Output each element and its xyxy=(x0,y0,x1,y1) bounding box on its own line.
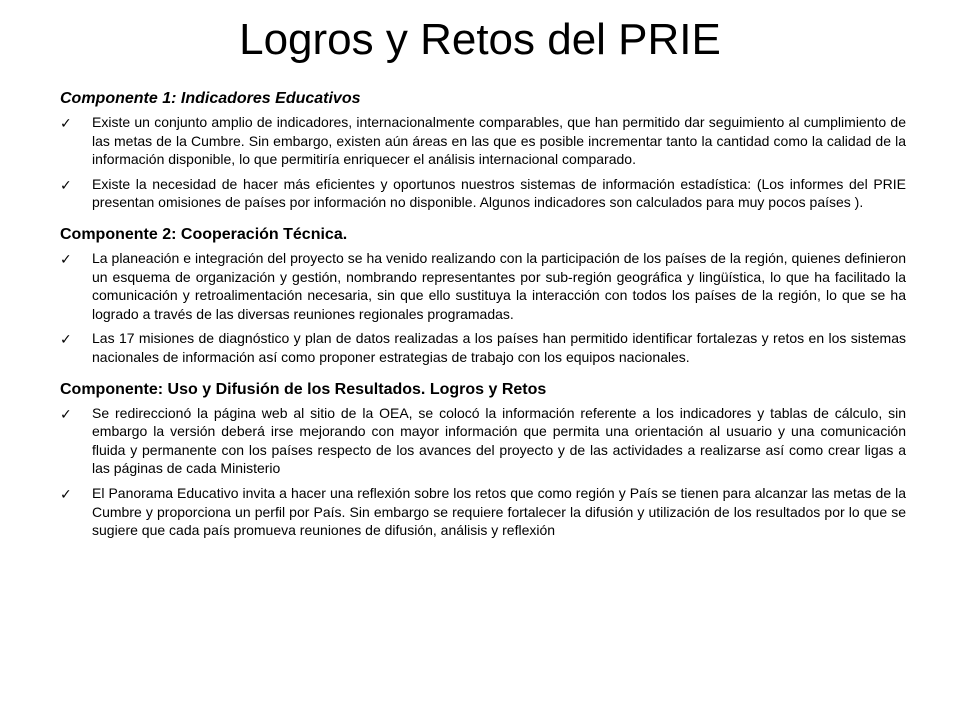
section-difusion xyxy=(60,379,906,540)
list-item xyxy=(60,484,906,540)
slide-content xyxy=(60,88,906,546)
list-item xyxy=(60,113,906,169)
section-indicadores xyxy=(60,88,906,212)
check-icon: ✓ xyxy=(60,405,72,422)
list-item xyxy=(60,249,906,323)
check-icon: ✓ xyxy=(60,485,72,502)
check-icon: ✓ xyxy=(60,250,72,267)
section-heading: Componente: Uso y Difusión de los Resultados. Logros y Retos xyxy=(60,380,547,398)
check-icon: ✓ xyxy=(60,331,72,348)
check-icon: ✓ xyxy=(60,176,72,193)
bullet-text: Se redireccionó la página web al sitio de la OEA, se colocó la información referente a los indicadores y tablas de cálculo, sin embargo la versión deberá irse mejorando con mayor información que permita una orientación al usuario y una comunicación fluida y permanente con los países respecto de los avances del proyecto y de las actividades a realizarse así como crear ligas a las páginas de cada Ministerio xyxy=(92,404,906,477)
bullet-list xyxy=(60,404,906,540)
section-heading: Componente 2: Cooperación Técnica. xyxy=(60,225,348,243)
section-heading: Componente 1: Indicadores Educativos xyxy=(60,90,361,107)
bullet-text: Existe la necesidad de hacer más eficientes y oportunos nuestros sistemas de información estadística: (Los informes del PRIE presentan omisiones de países por información no disponible. Algunos indicadores son calculados para muy pocos países ). xyxy=(92,175,906,211)
section-cooperacion xyxy=(60,224,906,367)
bullet-text: Las 17 misiones de diagnóstico y plan de datos realizadas a los países han permitido identificar fortalezas y retos en los sistemas nacionales de información así como proponer estrategias de trabajo con los equipos nacionales. xyxy=(92,330,906,365)
bullet-text: El Panorama Educativo invita a hacer una reflexión sobre los retos que como región y País se tienen para alcanzar las metas de la Cumbre y proporciona un perfil por País. Sin embargo se requiere fortalecer la difusión y utilización de los resultados por lo que se sugiere que cada país promueva reuniones de difusión, análisis y reflexión xyxy=(92,484,906,539)
list-item xyxy=(60,329,906,366)
bullet-text: Existe un conjunto amplio de indicadores, internacionalmente comparables, que han permitido dar seguimiento al cumplimiento de las metas de la Cumbre. Sin embargo, existen aún áreas en las que es posible incrementar tanto la cantidad como la calidad de la información disponible, lo que permitiría enriquecer el análisis internacional comparado. xyxy=(92,114,906,168)
bullet-list xyxy=(60,113,906,212)
check-icon: ✓ xyxy=(60,115,72,131)
bullet-text: La planeación e integración del proyecto se ha venido realizando con la participación de los países de la región, quienes definieron un esquema de organización y gestión, nombrando representantes por sub-región geográfica y lingüística, lo que ha facilitado la comunicación y retroalimentación necesaria, sin que ello sustituya la interacción con todos los países de la región, lo que se ha logrado a través de las diversas reuniones regionales programadas. xyxy=(92,249,906,322)
list-item xyxy=(60,175,906,212)
slide-title: Logros y Retos del PRIE xyxy=(239,15,721,64)
list-item xyxy=(60,404,906,478)
bullet-list xyxy=(60,249,906,367)
